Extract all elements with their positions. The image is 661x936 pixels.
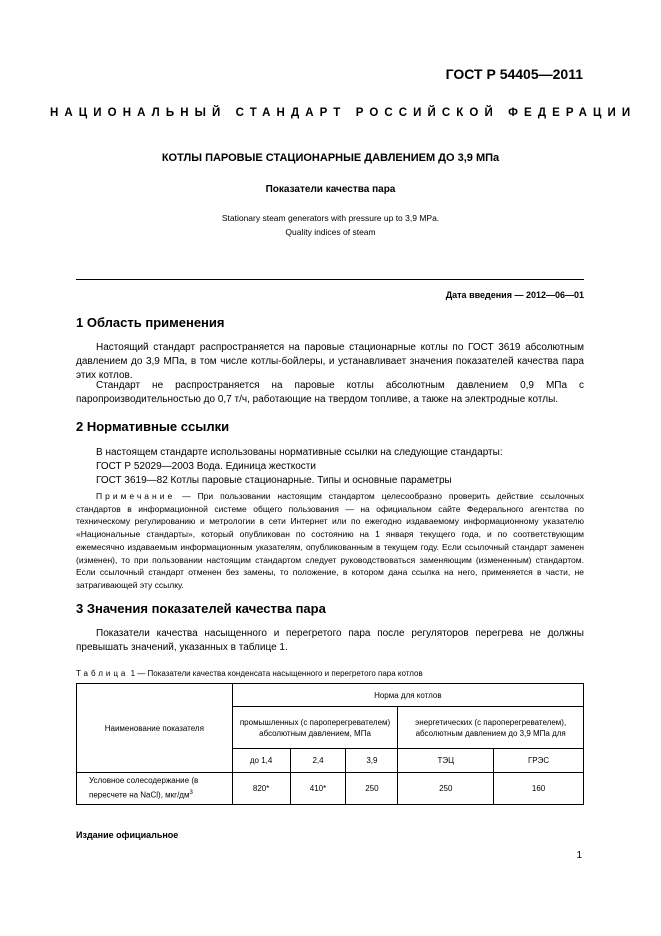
value-cell: 160 bbox=[494, 773, 584, 805]
section-1-paragraph-2: Стандарт не распространяется на паровые котлы абсолютным давлением 0,9 МПа с паропроизводительностью до 0,7 т/ч, работающие на твердом топливе, а также на электродные котлы. bbox=[76, 380, 584, 405]
document-number: ГОСТ Р 54405—2011 bbox=[445, 66, 583, 82]
value-cell: 250 bbox=[346, 773, 398, 805]
quality-indices-table bbox=[76, 683, 584, 805]
subheader-cell: 2,4 bbox=[290, 749, 346, 773]
value-cell: 250 bbox=[398, 773, 494, 805]
subheader-cell: ГРЭС bbox=[494, 749, 584, 773]
table-caption: Таблица 1 — Показатели качества конденсата насыщенного и перегретого пара котлов bbox=[76, 669, 423, 678]
page-number: 1 bbox=[576, 850, 582, 861]
note-paragraph: Примечание — При пользовании настоящим стандартом целесообразно проверить действие ссылочных стандартов в информационной системе общего пользования — на официальном сайте Федерального агентства по техническому регулированию и метрологии в сети Интернет или по ежегодно издаваемому информационному указателю «Национальные стандарты», который опубликован по состоянию на 1 января текущего года, и по соответствующим ежемесячно издаваемым информационным указателям, опубликованным в текущем году. Если ссылочный стандарт заменен (изменен), то при пользовании настоящим стандартом следует руководствоваться заменяющим (измененным) стандартом. Если ссылочный стандарт отменен без замены, то положение, в котором дана ссылка на него, применяется в части, не затрагивающей эту ссылку. bbox=[76, 491, 584, 590]
header-norm: Норма для котлов bbox=[232, 684, 583, 707]
section-3-paragraph-1: Показатели качества насыщенного и перегретого пара после регуляторов перегрева не должны превышать значений, указанных в таблице 1. bbox=[76, 628, 584, 653]
reference-gost-52029: ГОСТ Р 52029—2003 Вода. Единица жесткости bbox=[96, 461, 316, 472]
horizontal-divider bbox=[76, 279, 584, 280]
official-edition-label: Издание официальное bbox=[76, 830, 179, 840]
section-2-heading: 2 Нормативные ссылки bbox=[76, 419, 230, 434]
subheader-cell: ТЭЦ bbox=[398, 749, 494, 773]
section-1-heading: 1 Область применения bbox=[76, 315, 225, 330]
reference-gost-3619: ГОСТ 3619—82 Котлы паровые стационарные. Типы и основные параметры bbox=[96, 475, 452, 486]
document-subtitle: Показатели качества пара bbox=[265, 184, 396, 195]
value-cell: 410* bbox=[290, 773, 346, 805]
row-indicator-name: Условное солесодержание (в пересчете на NaCl), мкг/$дм^3$ bbox=[77, 773, 233, 805]
header-energy: энергетических (с пароперегревателем), абсолютным давлением до 3,9 МПа для bbox=[398, 707, 584, 749]
header-industrial: промышленных (с пароперегревателем) абсолютным давлением, МПа bbox=[232, 707, 398, 749]
note-label: Примечание bbox=[96, 491, 176, 501]
table-row bbox=[77, 773, 584, 805]
section-3-heading: 3 Значения показателей качества пара bbox=[76, 601, 326, 616]
document-title: КОТЛЫ ПАРОВЫЕ СТАЦИОНАРНЫЕ ДАВЛЕНИЕМ ДО 3,9 МПа bbox=[161, 152, 500, 164]
english-title-line1: Stationary steam generators with pressure up to 3,9 MPa. bbox=[221, 213, 440, 223]
section-1-paragraph-1: Настоящий стандарт распространяется на паровые стационарные котлы по ГОСТ 3619 абсолютным давлением до 3,9 МПа, в том числе котлы-бойлеры, и устанавливает значения показателей качества пара этих котлов. bbox=[76, 342, 584, 381]
subheader-cell: до 1,4 bbox=[232, 749, 290, 773]
introduction-date: Дата введения — 2012—06—01 bbox=[445, 290, 584, 300]
national-standard-banner: НАЦИОНАЛЬНЫЙ СТАНДАРТ РОССИЙСКОЙ ФЕДЕРАЦИИ bbox=[50, 107, 637, 119]
english-title-line2: Quality indices of steam bbox=[285, 227, 376, 237]
header-indicator: Наименование показателя bbox=[77, 684, 233, 773]
value-cell: 820* bbox=[232, 773, 290, 805]
section-2-paragraph-1: В настоящем стандарте использованы нормативные ссылки на следующие стандарты: bbox=[96, 447, 503, 458]
subheader-cell: 3,9 bbox=[346, 749, 398, 773]
